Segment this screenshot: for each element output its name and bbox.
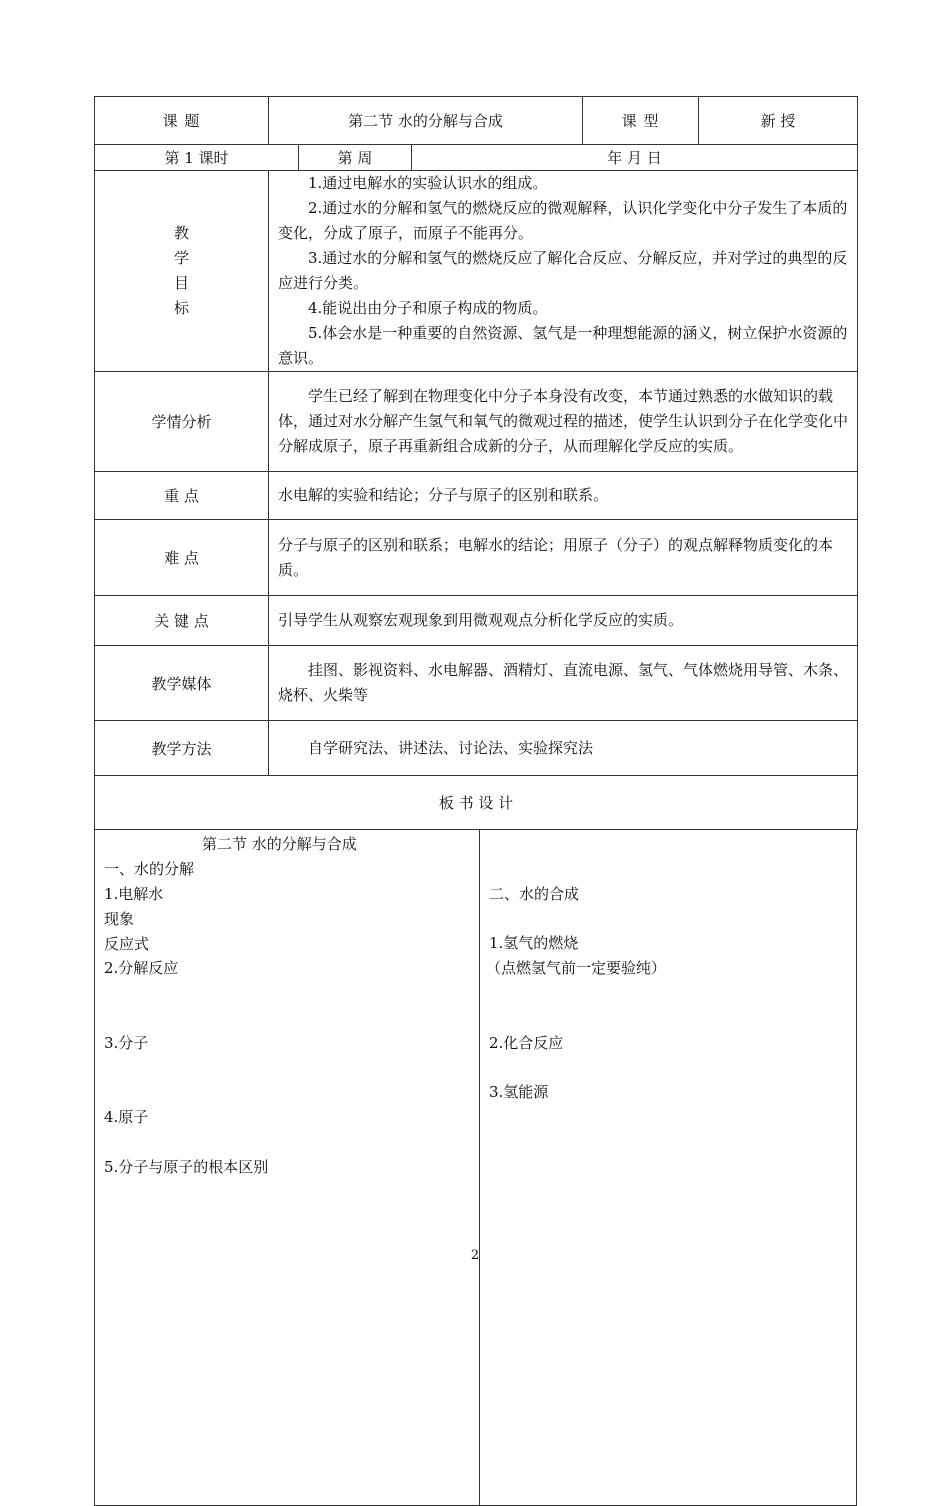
board-right-column (480, 830, 856, 1505)
topic-value: 第二节 水的分解与合成 (269, 97, 583, 145)
board-heading: 第二节 水的分解与合成 (202, 835, 357, 853)
lesson-plan-table (94, 96, 857, 1506)
board-item-molecule: 3.分子 (104, 1034, 149, 1052)
objectives-content (269, 171, 858, 372)
board-item-combination: 2.化合反应 (489, 1034, 564, 1052)
board-item-decomposition: 2.分解反应 (104, 959, 179, 977)
header-row (95, 97, 858, 145)
type-value: 新 授 (699, 97, 858, 145)
difficulties-label: 难 点 (95, 520, 269, 596)
media-label: 教学媒体 (95, 646, 269, 721)
critical-text: 引导学生从观察宏观现象到用微观观点分析化学反应的实质。 (269, 596, 858, 646)
board-left-column (95, 830, 480, 1505)
date-cell: 年 月 日 (412, 145, 858, 171)
board-item-atom: 4.原子 (104, 1108, 149, 1126)
critical-row (95, 596, 858, 646)
media-paragraph: 挂图、影视资料、水电解器、酒精灯、直流电源、氢气、气体燃烧用导管、木条、烧杯、火柴等 (278, 661, 849, 704)
methods-text (269, 721, 858, 776)
board-item-phenomenon: 现象 (104, 910, 135, 928)
board-title: 板 书 设 计 (95, 776, 858, 830)
board-item-equation: 反应式 (104, 935, 150, 953)
difficulties-row (95, 520, 858, 596)
difficulties-text: 分子与原子的区别和联系；电解水的结论；用原子（分子）的观点解释物质变化的本质。 (269, 520, 858, 596)
objectives-label (95, 171, 269, 372)
page-number: 2 (470, 1248, 480, 1263)
media-text (269, 646, 858, 721)
board-section-synthesis: 二、水的合成 (489, 885, 580, 903)
objectives-label-char: 教 (173, 224, 189, 242)
objectives-row (95, 171, 858, 372)
analysis-row (95, 372, 858, 472)
board-section-decompose: 一、水的分解 (104, 860, 195, 878)
board-item-purity-note: （点燃氢气前一定要验纯） (486, 959, 667, 977)
objective-item: 5.体会水是一种重要的自然资源、氢气是一种理想能源的涵义，树立保护水资源的意识。 (278, 324, 848, 367)
key-points-label: 重 点 (95, 472, 269, 520)
objectives-label-char: 学 (173, 249, 189, 267)
objective-item: 2.通过水的分解和氢气的燃烧反应的微观解释，认识化学变化中分子发生了本质的变化，分成了原子，而原子不能再分。 (278, 199, 848, 242)
board-item-combustion: 1.氢气的燃烧 (489, 934, 579, 952)
week-cell: 第 周 (299, 145, 412, 171)
key-points-row (95, 472, 858, 520)
topic-label: 课 题 (95, 97, 269, 145)
board-title-row (95, 776, 858, 830)
type-label: 课 型 (583, 97, 699, 145)
analysis-text (269, 372, 858, 472)
board-item-difference: 5.分子与原子的根本区别 (104, 1158, 269, 1176)
board-item-electrolysis: 1.电解水 (104, 885, 164, 903)
methods-paragraph: 自学研究法、讲述法、讨论法、实验探究法 (308, 738, 594, 757)
board-design (94, 830, 857, 1506)
analysis-paragraph: 学生已经了解到在物理变化中分子本身没有改变，本节通过熟悉的水做知识的载体，通过对水分解产生氢气和氧气的微观过程的描述，使学生认识到分子在化学变化中分解成原子，原子再重新组合成新的分子，从而理解化学反应的实质。 (278, 387, 849, 455)
objective-item: 1.通过电解水的实验认识水的组成。 (308, 174, 548, 192)
methods-row (95, 721, 858, 776)
methods-label: 教学方法 (95, 721, 269, 776)
objective-item: 4.能说出由分子和原子构成的物质。 (308, 299, 548, 317)
board-item-hydrogen-energy: 3.氢能源 (489, 1083, 549, 1101)
critical-label: 关 键 点 (95, 596, 269, 646)
schedule-row (95, 145, 858, 171)
analysis-label: 学情分析 (95, 372, 269, 472)
period-cell: 第 1 课时 (95, 145, 299, 171)
objectives-label-char: 标 (173, 299, 189, 317)
media-row (95, 646, 858, 721)
objective-item: 3.通过水的分解和氢气的燃烧反应了解化合反应、分解反应，并对学过的典型的反应进行分类。 (278, 249, 848, 292)
key-points-text: 水电解的实验和结论；分子与原子的区别和联系。 (269, 472, 858, 520)
objectives-label-char: 目 (173, 274, 189, 292)
